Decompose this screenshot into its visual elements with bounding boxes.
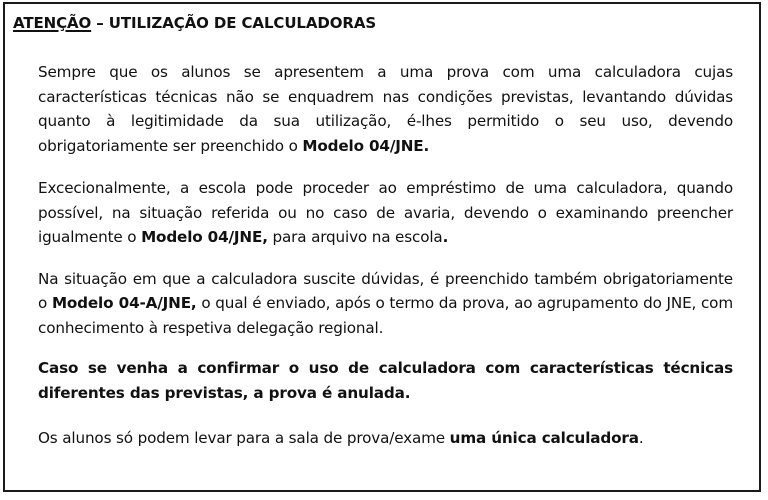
paragraph-single-calculator <box>38 426 733 451</box>
paragraph-2-end: . <box>442 228 449 246</box>
paragraph-3-after: o qual é enviado, após o termo da prova, ao agrupamento do JNE, com conhecimento à respetiva delegação regional. <box>38 294 733 337</box>
paragraph-1-model-ref: Modelo 04/JNE. <box>302 136 430 155</box>
paragraph-3-text: Na situação em que a calculadora suscite dúvidas, é preenchido também obrigatoriamente o <box>38 269 733 312</box>
paragraph-2-text: Excecionalmente, a escola pode proceder ao empréstimo de uma calculadora, quando possível, na situação referida ou no caso de avaria, devendo o examinando preencher igualmente o <box>38 179 733 246</box>
paragraph-5-text: Os alunos só podem levar para a sala de prova/exame <box>38 429 450 447</box>
paragraph-calculator-loan <box>38 176 733 250</box>
notice-box <box>3 2 761 492</box>
paragraph-5-after: . <box>638 429 644 447</box>
notice-title-attention: ATENÇÃO <box>13 14 92 32</box>
paragraph-3-model-ref: Modelo 04-A/JNE, <box>51 294 197 312</box>
notice-title-subject: – UTILIZAÇÃO DE CALCULADORAS <box>91 14 377 32</box>
paragraph-2-after: para arquivo na escola <box>267 228 443 246</box>
paragraph-calculator-doubts <box>38 60 733 158</box>
paragraph-model-04a <box>38 267 733 341</box>
paragraph-1-text: Sempre que os alunos se apresentem a uma prova com uma calculadora cujas características técnicas não se enquadrem nas condições previstas, levantando dúvidas quanto à legitimidade da sua utilização, é-lhes permitido o seu uso, devendo obrigatoriamente ser preenchido o <box>38 63 733 155</box>
paragraph-2-model-ref: Modelo 04/JNE, <box>141 228 268 246</box>
paragraph-5-emphasis: uma única calculadora <box>449 429 639 447</box>
notice-title <box>13 14 733 32</box>
paragraph-annulment-warning: Caso se venha a confirmar o uso de calculadora com características técnicas diferentes das previstas, a prova é anulada. <box>38 359 733 402</box>
